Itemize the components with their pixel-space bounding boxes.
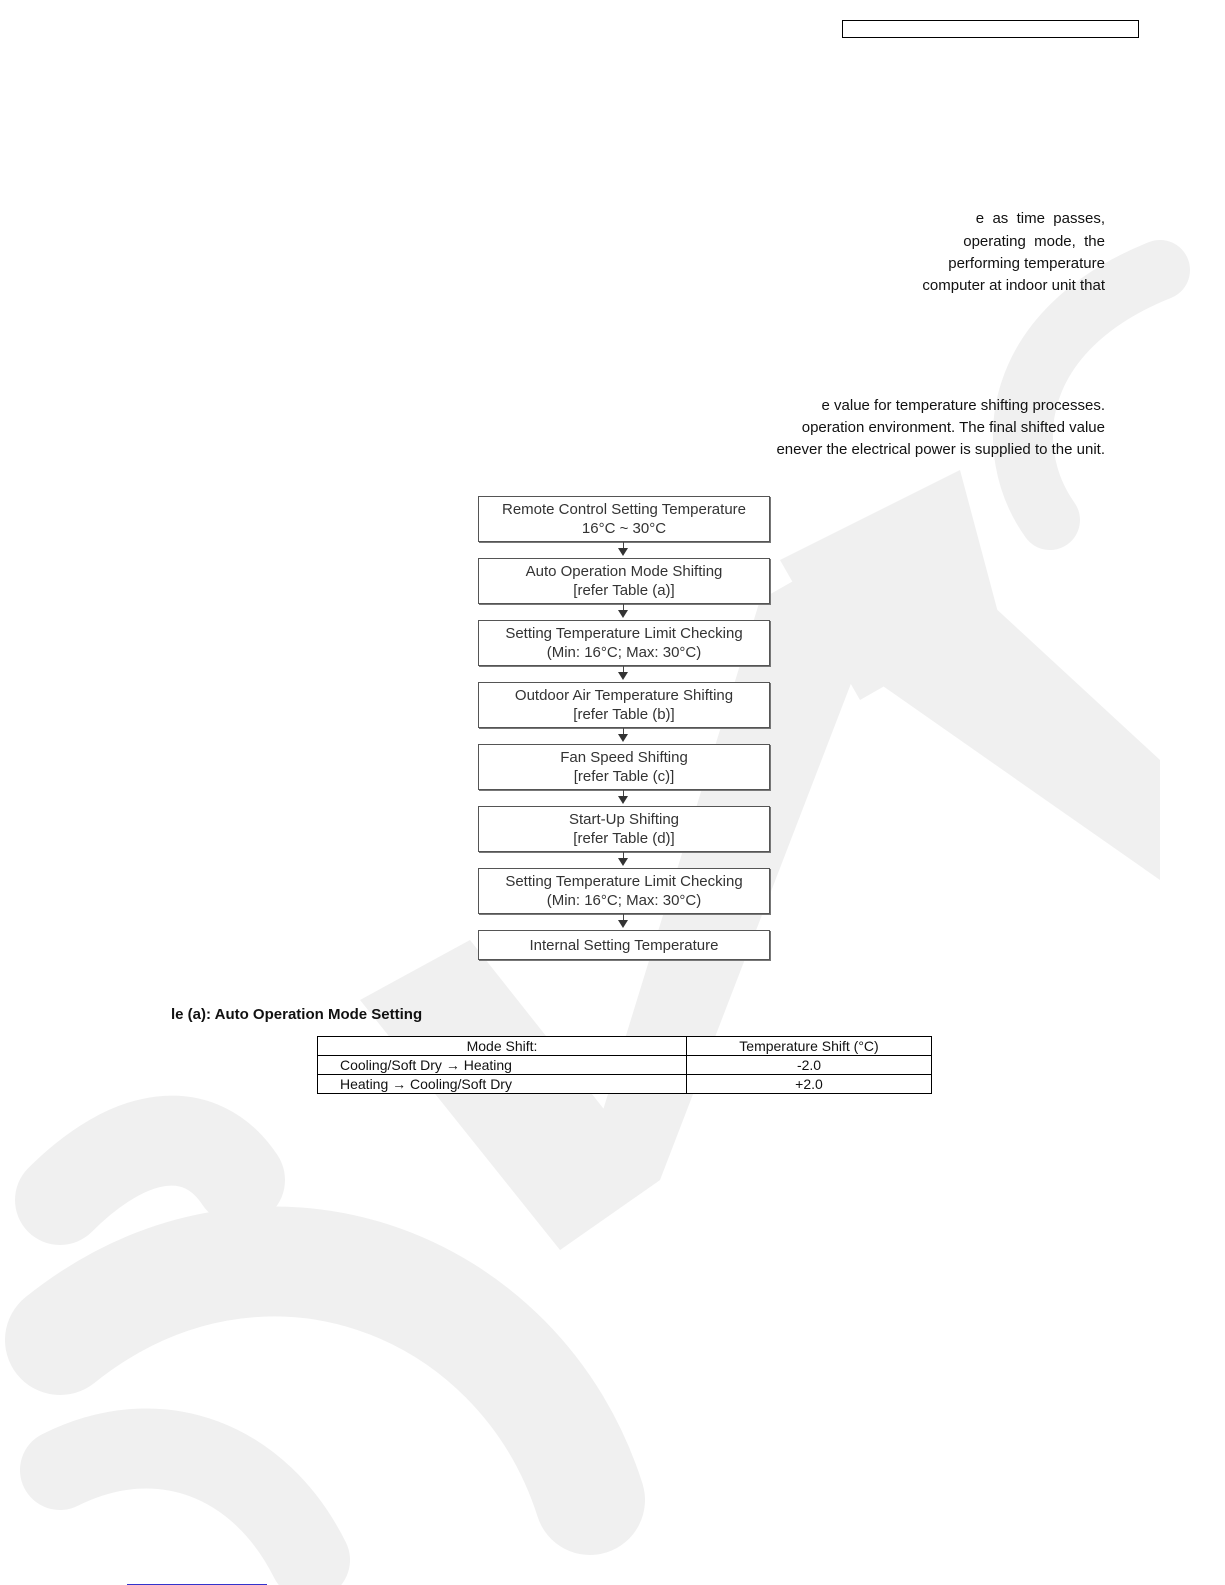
flow-step-label: Setting Temperature Limit Checking bbox=[505, 873, 743, 890]
temperature-shift-flowchart bbox=[478, 496, 770, 960]
table-a-title: le (a): Auto Operation Mode Setting bbox=[171, 1006, 423, 1023]
flow-step-sublabel: (Min: 16°C; Max: 30°C) bbox=[546, 644, 702, 661]
flow-step-start-up-shift bbox=[478, 806, 770, 852]
flow-step-label: Start-Up Shifting bbox=[568, 811, 680, 828]
flow-arrow bbox=[478, 914, 770, 930]
flow-step-sublabel: 16°C ~ 30°C bbox=[581, 520, 667, 537]
flow-step-outdoor-air-shift bbox=[478, 682, 770, 728]
table-row bbox=[318, 1056, 932, 1075]
flow-step-sublabel: [refer Table (b)] bbox=[573, 706, 675, 723]
body-text-line: e as time passes, bbox=[975, 210, 1105, 227]
flow-arrow bbox=[478, 666, 770, 682]
flow-arrow bbox=[478, 790, 770, 806]
flow-step-label: Outdoor Air Temperature Shifting bbox=[514, 687, 734, 704]
flow-step-internal-setting bbox=[478, 930, 770, 960]
flow-arrow bbox=[478, 542, 770, 558]
flow-step-limit-check-final bbox=[478, 868, 770, 914]
flow-step-sublabel: (Min: 16°C; Max: 30°C) bbox=[546, 892, 702, 909]
auto-mode-table bbox=[317, 1036, 932, 1094]
table-row bbox=[318, 1075, 932, 1094]
table-header-row bbox=[318, 1037, 932, 1056]
table-cell: +2.0 bbox=[687, 1075, 932, 1094]
flow-arrow bbox=[478, 604, 770, 620]
flow-step-auto-mode-shift bbox=[478, 558, 770, 604]
body-text-line: enever the electrical power is supplied to the unit. bbox=[776, 441, 1105, 458]
body-text-line: e value for temperature shifting processes. bbox=[821, 397, 1105, 414]
body-text-line: performing temperature bbox=[948, 255, 1105, 272]
body-text-line: operating mode, the bbox=[963, 233, 1105, 250]
flow-step-label: Internal Setting Temperature bbox=[529, 936, 719, 954]
table-cell: Heating → Cooling/Soft Dry bbox=[318, 1075, 687, 1094]
header-box bbox=[842, 20, 1139, 38]
flow-step-sublabel: [refer Table (a)] bbox=[573, 582, 675, 599]
flow-step-remote-setting bbox=[478, 496, 770, 542]
body-text-line: computer at indoor unit that bbox=[922, 277, 1105, 294]
flow-arrow bbox=[478, 852, 770, 868]
flow-step-label: Remote Control Setting Temperature bbox=[501, 501, 746, 518]
table-cell: -2.0 bbox=[687, 1056, 932, 1075]
flow-step-sublabel: [refer Table (c)] bbox=[573, 768, 675, 785]
body-text-line: operation environment. The final shifted value bbox=[801, 419, 1105, 436]
table-cell: Cooling/Soft Dry → Heating bbox=[318, 1056, 687, 1075]
column-header: Mode Shift: bbox=[318, 1037, 687, 1056]
flow-step-limit-check bbox=[478, 620, 770, 666]
flow-step-label: Fan Speed Shifting bbox=[560, 749, 688, 766]
flow-step-label: Auto Operation Mode Shifting bbox=[525, 563, 723, 580]
flow-step-sublabel: [refer Table (d)] bbox=[573, 830, 675, 847]
flow-step-label: Setting Temperature Limit Checking bbox=[505, 625, 743, 642]
flow-arrow bbox=[478, 728, 770, 744]
flow-step-fan-speed-shift bbox=[478, 744, 770, 790]
column-header: Temperature Shift (°C) bbox=[687, 1037, 932, 1056]
